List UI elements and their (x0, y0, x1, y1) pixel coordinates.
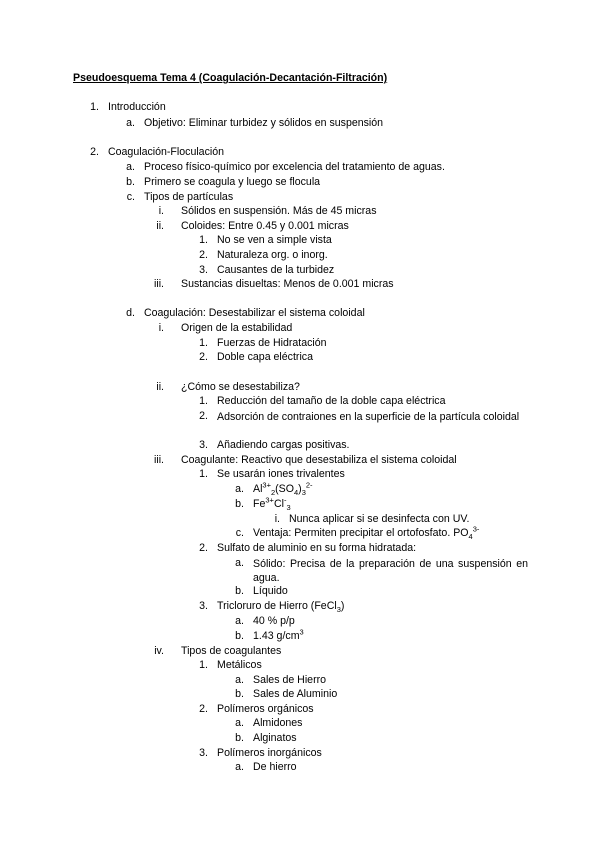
list-marker: 3. (199, 600, 208, 612)
list-item: Origen de la estabilidad (181, 322, 293, 334)
list-marker: 2. (199, 703, 208, 715)
list-marker: b. (126, 176, 135, 188)
list-marker: 1. (199, 468, 208, 480)
list-item: Polímeros inorgánicos (217, 747, 322, 759)
list-marker: a. (235, 717, 244, 729)
list-marker: i. (274, 513, 280, 525)
list-item: Sustancias disueltas: Menos de 0.001 micras (181, 278, 394, 290)
list-item: Sales de Aluminio (253, 688, 338, 700)
list-marker: b. (235, 732, 244, 744)
list-item: Doble capa eléctrica (217, 351, 313, 363)
list-marker: 3. (199, 747, 208, 759)
list-item: Reducción del tamaño de la doble capa eléctrica (217, 395, 446, 407)
list-marker: iii. (153, 454, 164, 466)
list-item: Adsorción de contraiones en la superficie de la partícula coloidal (217, 411, 520, 423)
list-marker: ii. (156, 381, 164, 393)
list-item: Tricloruro de Hierro (FeCl$_3$) (217, 600, 345, 615)
list-item: Objetivo: Eliminar turbidez y sólidos en suspensión (144, 117, 384, 129)
list-marker: a. (235, 761, 244, 773)
list-item: Coagulación: Desestabilizar el sistema coloidal (144, 307, 365, 319)
list-marker: a. (126, 161, 135, 173)
list-marker: b. (235, 498, 244, 510)
list-item: Añadiendo cargas positivas. (217, 439, 350, 451)
list-item: De hierro (253, 761, 297, 773)
list-marker: 2. (199, 542, 208, 554)
list-marker: iii. (153, 278, 164, 290)
list-item: 40 % p/p (253, 615, 295, 627)
list-item: Polímeros orgánicos (217, 703, 314, 715)
list-marker: b. (235, 630, 244, 642)
list-marker: a. (235, 483, 244, 495)
list-marker: iv. (154, 645, 164, 657)
list-marker: d. (126, 307, 135, 319)
list-item: Metálicos (217, 659, 262, 671)
list-marker: i. (158, 322, 164, 334)
list-marker: 2. (199, 351, 208, 363)
list-marker: 1. (199, 234, 208, 246)
list-item: Tipos de partículas (144, 191, 234, 203)
list-marker: b. (235, 585, 244, 597)
list-marker: 1. (199, 337, 208, 349)
list-marker: a. (235, 615, 244, 627)
list-marker: ii. (156, 220, 164, 232)
list-item: Alginatos (253, 732, 297, 744)
list-item: Coagulante: Reactivo que desestabiliza el sistema coloidal (181, 454, 457, 466)
list-marker: 3. (199, 439, 208, 451)
list-item: 1.43 $g/cm^3$ (253, 627, 304, 642)
list-marker: b. (235, 688, 244, 700)
list-item: Coloides: Entre 0.45 y 0.001 micras (181, 220, 349, 232)
list-item: ¿Cómo se desestabiliza? (181, 381, 300, 393)
list-marker: a. (235, 674, 244, 686)
list-marker: 2. (90, 146, 99, 158)
formula-iron-chloride: $Fe^{3+}Cl^-_3$ (253, 495, 291, 513)
list-item: Líquido (253, 585, 288, 597)
list-marker: 3. (199, 264, 208, 276)
list-marker: 1. (199, 395, 208, 407)
list-item: Sólido: Precisa de la preparación de una suspensión en agua. (253, 558, 528, 584)
list-item: Causantes de la turbidez (217, 264, 335, 276)
list-marker: 2. (199, 410, 208, 422)
list-marker: 1. (90, 101, 99, 113)
list-item: Sales de Hierro (253, 674, 327, 686)
list-marker: a. (235, 557, 244, 569)
list-marker: a. (126, 117, 135, 129)
list-item: Naturaleza org. o inorg. (217, 249, 328, 261)
section-heading: Introducción (108, 101, 166, 113)
list-marker: 1. (199, 659, 208, 671)
list-item: Se usarán iones trivalentes (217, 468, 345, 480)
list-marker: c. (235, 527, 244, 539)
list-item: No se ven a simple vista (217, 234, 332, 246)
formula-al-sulfate: $Al^{3+}_2(SO_4)_3^{2-}$ (253, 480, 313, 498)
list-marker: 2. (199, 249, 208, 261)
list-item: Almidones (253, 717, 303, 729)
page-title: Pseudoesquema Tema 4 (Coagulación-Decantación-Filtración) (73, 72, 388, 84)
list-item: Primero se coagula y luego se flocula (144, 176, 321, 188)
list-item: Nunca aplicar si se desinfecta con UV. (289, 513, 470, 525)
list-marker: c. (126, 191, 135, 203)
list-marker: i. (158, 205, 164, 217)
list-item: Ventaja: Permiten precipitar el ortofosfato. $PO_4^{3-}$ (253, 524, 480, 542)
list-item: Tipos de coagulantes (181, 645, 282, 657)
list-item: Sulfato de aluminio en su forma hidratada: (217, 542, 417, 554)
section-heading: Coagulación-Floculación (108, 146, 225, 158)
list-item: Fuerzas de Hidratación (217, 337, 327, 349)
list-item: Sólidos en suspensión. Más de 45 micras (181, 205, 377, 217)
list-item: Proceso físico-químico por excelencia del tratamiento de aguas. (144, 161, 445, 173)
